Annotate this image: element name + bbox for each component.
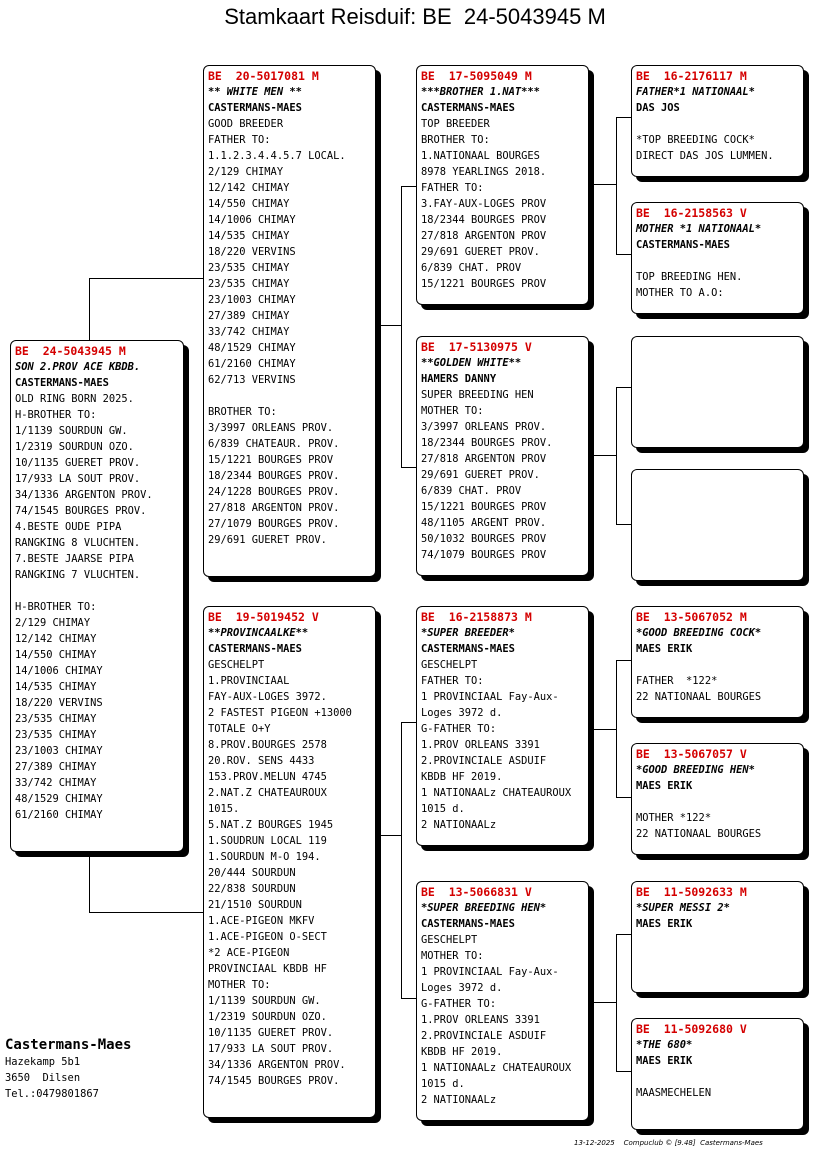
pigeon-info-line: 14/1006 CHIMAY xyxy=(15,665,103,677)
connector-line xyxy=(89,912,204,913)
pigeon-info-line: H-BROTHER TO: xyxy=(15,409,97,421)
pigeon-card-mother-mother[interactable] xyxy=(416,881,589,1121)
connector-line xyxy=(89,278,90,340)
pigeon-info-line: 2.NAT.Z CHATEAUROUX xyxy=(208,787,327,799)
pigeon-info-line: 1 NATIONAALz CHATEAUROUX xyxy=(421,1062,572,1074)
pigeon-info-line: KBDB HF 2019. xyxy=(421,771,503,783)
pigeon-info-line: 6/839 CHAT. PROV xyxy=(421,262,522,274)
pigeon-info-line: 23/1003 CHIMAY xyxy=(15,745,103,757)
pigeon-nickname: ***BROTHER 1.NAT*** xyxy=(421,86,540,98)
connector-line xyxy=(616,117,617,254)
pigeon-info-line: 61/2160 CHIMAY xyxy=(208,358,296,370)
connector-line xyxy=(616,117,632,118)
pigeon-card-fmf[interactable] xyxy=(631,336,804,448)
pigeon-info-line: DIRECT DAS JOS LUMMEN. xyxy=(636,150,774,162)
pigeon-info-line: 23/535 CHIMAY xyxy=(15,729,97,741)
pigeon-info-line: 6/839 CHATEAUR. PROV. xyxy=(208,438,340,450)
pigeon-info-line: TOTALE O+Y xyxy=(208,723,271,735)
pigeon-info-line: 27/1079 BOURGES PROV. xyxy=(208,518,340,530)
pigeon-info-line: 23/535 CHIMAY xyxy=(208,278,290,290)
pigeon-info-line: *2 ACE-PIGEON xyxy=(208,947,290,959)
pigeon-info-line: 74/1079 BOURGES PROV xyxy=(421,549,547,561)
connector-line xyxy=(616,524,632,525)
pigeon-info-line: 14/550 CHIMAY xyxy=(208,198,290,210)
pigeon-info-line: 1 NATIONAALz CHATEAUROUX xyxy=(421,787,572,799)
pigeon-info-line: 34/1336 ARGENTON PROV. xyxy=(208,1059,346,1071)
pigeon-info-line: 48/1529 CHIMAY xyxy=(15,793,103,805)
pigeon-info-line: FATHER TO: xyxy=(421,675,484,687)
pigeon-nickname: *SUPER MESSI 2* xyxy=(636,902,730,914)
pigeon-card-father-mother[interactable] xyxy=(416,336,589,576)
connector-line xyxy=(616,934,617,1071)
connector-line xyxy=(589,729,616,730)
pigeon-card-mff[interactable] xyxy=(631,606,804,718)
pigeon-info-line: 1/2319 SOURDUN OZO. xyxy=(208,1011,327,1023)
pigeon-info-line: 23/535 CHIMAY xyxy=(15,713,97,725)
pigeon-card-mother[interactable] xyxy=(203,606,376,1118)
pigeon-card-ffm[interactable] xyxy=(631,202,804,314)
pigeon-info-line: 7.BESTE JAARSE PIPA xyxy=(15,553,134,565)
connector-line xyxy=(616,934,632,935)
pigeon-nickname: *SUPER BREEDER* xyxy=(421,627,515,639)
pigeon-breeder: HAMERS DANNY xyxy=(421,373,497,385)
pigeon-info-line: 6/839 CHAT. PROV xyxy=(421,485,522,497)
pigeon-nickname: *THE 680* xyxy=(636,1039,693,1051)
pigeon-info-line: 18/220 VERVINS xyxy=(15,697,103,709)
pigeon-info-line: 1.ACE-PIGEON MKFV xyxy=(208,915,315,927)
pigeon-info-line: H-BROTHER TO: xyxy=(15,601,97,613)
pigeon-card-main[interactable] xyxy=(10,340,184,852)
pigeon-info-line: Loges 3972 d. xyxy=(421,707,503,719)
pigeon-info-line: 1.SOURDUN M-O 194. xyxy=(208,851,321,863)
pigeon-nickname: **PROVINCAALKE** xyxy=(208,627,309,639)
pigeon-info-line: 12/142 CHIMAY xyxy=(15,633,97,645)
connector-line xyxy=(401,186,402,467)
ring-number: BE 20-5017081 M xyxy=(208,69,319,83)
pigeon-nickname: FATHER*1 NATIONAAL* xyxy=(636,86,755,98)
pigeon-breeder: CASTERMANS-MAES xyxy=(208,643,302,655)
pigeon-info-line: 1015. xyxy=(208,803,240,815)
owner-phone: Tel.:0479801867 xyxy=(5,1088,99,1100)
ring-number: BE 13-5066831 V xyxy=(421,885,532,899)
pigeon-breeder: DAS JOS xyxy=(636,102,680,114)
connector-line xyxy=(401,186,417,187)
pigeon-info-line: SUPER BREEDING HEN xyxy=(421,389,534,401)
pigeon-info-line: 20.ROV. SENS 4433 xyxy=(208,755,315,767)
pigeon-info-line xyxy=(15,583,179,599)
pigeon-info-line: 27/389 CHIMAY xyxy=(15,761,97,773)
pigeon-info-line: 14/550 CHIMAY xyxy=(15,649,97,661)
pigeon-info-line: 15/1221 BOURGES PROV xyxy=(421,501,547,513)
pigeon-info-line: 1/1139 SOURDUN GW. xyxy=(208,995,321,1007)
pigeon-nickname: *GOOD BREEDING HEN* xyxy=(636,764,755,776)
pigeon-info-line: MOTHER TO A.O: xyxy=(636,287,724,299)
pigeon-nickname: MOTHER *1 NATIONAAL* xyxy=(636,223,762,235)
pigeon-info-line: FATHER TO: xyxy=(421,182,484,194)
pigeon-info-line: MOTHER *122* xyxy=(636,812,712,824)
pigeon-info-line: 2/129 CHIMAY xyxy=(208,166,284,178)
pigeon-card-fff[interactable] xyxy=(631,65,804,177)
pigeon-info-line: 27/818 ARGENTON PROV xyxy=(421,230,547,242)
pigeon-info-line: PROVINCIAAL KBDB HF xyxy=(208,963,327,975)
connector-line xyxy=(616,254,632,255)
pigeon-info-line xyxy=(636,657,799,673)
ring-number: BE 16-2176117 M xyxy=(636,69,747,83)
pigeon-card-fmm[interactable] xyxy=(631,469,804,581)
pigeon-info-line: 3/3997 ORLEANS PROV. xyxy=(208,422,334,434)
ring-number: BE 13-5067052 M xyxy=(636,610,747,624)
pigeon-info-line: 153.PROV.MELUN 4745 xyxy=(208,771,327,783)
connector-line xyxy=(376,325,401,326)
pigeon-breeder: CASTERMANS-MAES xyxy=(421,643,515,655)
pigeon-info-line: 14/535 CHIMAY xyxy=(15,681,97,693)
pigeon-info-line: 14/535 CHIMAY xyxy=(208,230,290,242)
pigeon-breeder: CASTERMANS-MAES xyxy=(421,918,515,930)
pigeon-info-line: 3.FAY-AUX-LOGES PROV xyxy=(421,198,547,210)
pigeon-info-line: GESCHELPT xyxy=(421,659,478,671)
pigeon-info-line: 18/220 VERVINS xyxy=(208,246,296,258)
pigeon-info-line: 12/142 CHIMAY xyxy=(208,182,290,194)
connector-line xyxy=(401,722,417,723)
pigeon-card-father-father[interactable] xyxy=(416,65,589,305)
pigeon-info-line: 1 PROVINCIAAL Fay-Aux- xyxy=(421,966,559,978)
pigeon-info-line: 1.SOUDRUN LOCAL 119 xyxy=(208,835,327,847)
pigeon-info-line: MOTHER TO: xyxy=(421,405,484,417)
pigeon-info-line: 22 NATIONAAL BOURGES xyxy=(636,691,762,703)
pigeon-info-line: 1.PROV ORLEANS 3391 xyxy=(421,1014,540,1026)
pigeon-info-line: 24/1228 BOURGES PROV. xyxy=(208,486,340,498)
pigeon-info-line: 1.PROVINCIAAL xyxy=(208,675,290,687)
ring-number: BE 11-5092633 M xyxy=(636,885,747,899)
pigeon-info-line: 2 FASTEST PIGEON +13000 xyxy=(208,707,352,719)
pigeon-info-line xyxy=(208,388,371,404)
pigeon-info-line: 1/1139 SOURDUN GW. xyxy=(15,425,128,437)
pigeon-card-mmm[interactable] xyxy=(631,1018,804,1130)
pigeon-breeder: CASTERMANS-MAES xyxy=(15,377,109,389)
pigeon-nickname: *GOOD BREEDING COCK* xyxy=(636,627,762,639)
pigeon-info-line: *TOP BREEDING COCK* xyxy=(636,134,755,146)
pigeon-info-line: 8978 YEARLINGS 2018. xyxy=(421,166,547,178)
pigeon-info-line: 48/1105 ARGENT PROV. xyxy=(421,517,547,529)
page-title: Stamkaart Reisduif: BE 24-5043945 M xyxy=(224,4,606,29)
pigeon-info-line: 15/1221 BOURGES PROV xyxy=(208,454,334,466)
pigeon-info-line: 21/1510 SOURDUN xyxy=(208,899,302,911)
connector-line xyxy=(89,856,90,912)
pigeon-info-line: 18/2344 BOURGES PROV. xyxy=(208,470,340,482)
pigeon-breeder: CASTERMANS-MAES xyxy=(636,239,730,251)
owner-address: Hazekamp 5b1 xyxy=(5,1056,81,1068)
pigeon-info-line: 2.PROVINCIALE ASDUIF xyxy=(421,1030,547,1042)
pigeon-info-line: 1.1.2.3.4.4.5.7 LOCAL. xyxy=(208,150,346,162)
owner-info xyxy=(5,1036,131,1102)
pigeon-info-line: MAASMECHELEN xyxy=(636,1087,712,1099)
connector-line xyxy=(616,387,617,524)
ring-number: BE 11-5092680 V xyxy=(636,1022,747,1036)
pigeon-card-father[interactable] xyxy=(203,65,376,577)
pigeon-info-line: 1 PROVINCIAAL Fay-Aux- xyxy=(421,691,559,703)
pigeon-info-line: 10/1135 GUERET PROV. xyxy=(15,457,141,469)
pigeon-info-line: FAY-AUX-LOGES 3972. xyxy=(208,691,327,703)
connector-line xyxy=(589,1002,616,1003)
pigeon-info-line: 34/1336 ARGENTON PROV. xyxy=(15,489,153,501)
pigeon-info-line: 62/713 VERVINS xyxy=(208,374,296,386)
connector-line xyxy=(616,1071,632,1072)
pigeon-nickname: ** WHITE MEN ** xyxy=(208,86,302,98)
pigeon-info-line: 27/818 ARGENTON PROV xyxy=(421,453,547,465)
pigeon-info-line: BROTHER TO: xyxy=(421,134,490,146)
pigeon-info-line: BROTHER TO: xyxy=(208,406,277,418)
pigeon-card-mfm[interactable] xyxy=(631,743,804,855)
pigeon-info-line: TOP BREEDING HEN. xyxy=(636,271,743,283)
pigeon-card-mmf[interactable] xyxy=(631,881,804,993)
pigeon-info-line: 1.ACE-PIGEON O-SECT xyxy=(208,931,327,943)
pigeon-info-line: 29/691 GUERET PROV. xyxy=(208,534,327,546)
pigeon-info-line: KBDB HF 2019. xyxy=(421,1046,503,1058)
pigeon-card-mother-father[interactable] xyxy=(416,606,589,846)
ring-number: BE 24-5043945 M xyxy=(15,344,126,358)
connector-line xyxy=(401,467,417,468)
ring-number: BE 17-5130975 V xyxy=(421,340,532,354)
pigeon-nickname: SON 2.PROV ACE KBDB. xyxy=(15,361,141,373)
pigeon-info-line: 50/1032 BOURGES PROV xyxy=(421,533,547,545)
pigeon-info-line: GESCHELPT xyxy=(208,659,265,671)
connector-line xyxy=(589,455,616,456)
connector-line xyxy=(616,660,617,797)
pigeon-info-line: 29/691 GUERET PROV. xyxy=(421,469,540,481)
pigeon-info-line: G-FATHER TO: xyxy=(421,723,497,735)
pigeon-breeder: MAES ERIK xyxy=(636,643,693,655)
pigeon-info-line: 48/1529 CHIMAY xyxy=(208,342,296,354)
pigeon-info-line xyxy=(636,794,799,810)
pigeon-info-line: MOTHER TO: xyxy=(421,950,484,962)
pigeon-breeder: CASTERMANS-MAES xyxy=(208,102,302,114)
pigeon-info-line: 4.BESTE OUDE PIPA xyxy=(15,521,122,533)
pigeon-info-line: MOTHER TO: xyxy=(208,979,271,991)
pigeon-info-line: 18/2344 BOURGES PROV xyxy=(421,214,547,226)
pigeon-breeder: CASTERMANS-MAES xyxy=(421,102,515,114)
pigeon-info-line: 1.NATIONAAL BOURGES xyxy=(421,150,540,162)
ring-number: BE 16-2158563 V xyxy=(636,206,747,220)
connector-line xyxy=(616,387,632,388)
pigeon-info-line: 1/2319 SOURDUN OZO. xyxy=(15,441,134,453)
pigeon-info-line: Loges 3972 d. xyxy=(421,982,503,994)
pigeon-info-line: 10/1135 GUERET PROV. xyxy=(208,1027,334,1039)
pigeon-info-line: 17/933 LA SOUT PROV. xyxy=(15,473,141,485)
pigeon-info-line: 27/389 CHIMAY xyxy=(208,310,290,322)
pigeon-info-line: RANGKING 8 VLUCHTEN. xyxy=(15,537,141,549)
connector-line xyxy=(401,998,417,999)
pigeon-info-line xyxy=(636,253,799,269)
pigeon-info-line: 74/1545 BOURGES PROV. xyxy=(208,1075,340,1087)
pigeon-info-line: 23/535 CHIMAY xyxy=(208,262,290,274)
pigeon-info-line: 61/2160 CHIMAY xyxy=(15,809,103,821)
pigeon-info-line: FATHER TO: xyxy=(208,134,271,146)
connector-line xyxy=(616,660,632,661)
pigeon-info-line: 22/838 SOURDUN xyxy=(208,883,296,895)
pigeon-info-line: TOP BREEDER xyxy=(421,118,490,130)
pigeon-info-line: 8.PROV.BOURGES 2578 xyxy=(208,739,327,751)
owner-city: 3650 Dilsen xyxy=(5,1072,81,1084)
pigeon-info-line: 20/444 SOURDUN xyxy=(208,867,296,879)
connector-line xyxy=(616,797,632,798)
pigeon-info-line: OLD RING BORN 2025. xyxy=(15,393,134,405)
pigeon-info-line: 23/1003 CHIMAY xyxy=(208,294,296,306)
connector-line xyxy=(89,278,204,279)
pigeon-info-line: GOOD BREEDER xyxy=(208,118,284,130)
ring-number: BE 13-5067057 V xyxy=(636,747,747,761)
connector-line xyxy=(401,722,402,998)
pigeon-info-line: 2 NATIONAALz xyxy=(421,819,497,831)
ring-number: BE 17-5095049 M xyxy=(421,69,532,83)
pigeon-breeder: MAES ERIK xyxy=(636,1055,693,1067)
pigeon-info-line: 1015 d. xyxy=(421,803,465,815)
pigeon-info-line: 1015 d. xyxy=(421,1078,465,1090)
pigeon-info-line: 17/933 LA SOUT PROV. xyxy=(208,1043,334,1055)
pigeon-info-line: 2 NATIONAALz xyxy=(421,1094,497,1106)
pigeon-info-line: 3/3997 ORLEANS PROV. xyxy=(421,421,547,433)
pigeon-info-line: 29/691 GUERET PROV. xyxy=(421,246,540,258)
ring-number: BE 16-2158873 M xyxy=(421,610,532,624)
connector-line xyxy=(589,184,616,185)
pigeon-nickname: *SUPER BREEDING HEN* xyxy=(421,902,547,914)
pigeon-info-line: 2.PROVINCIALE ASDUIF xyxy=(421,755,547,767)
pigeon-info-line: 22 NATIONAAL BOURGES xyxy=(636,828,762,840)
pigeon-info-line xyxy=(636,1069,799,1085)
ring-number: BE 19-5019452 V xyxy=(208,610,319,624)
pigeon-info-line: 74/1545 BOURGES PROV. xyxy=(15,505,147,517)
pigeon-info-line: 2/129 CHIMAY xyxy=(15,617,91,629)
pigeon-info-line: 33/742 CHIMAY xyxy=(15,777,97,789)
pigeon-info-line: 27/818 ARGENTON PROV. xyxy=(208,502,340,514)
pigeon-breeder: MAES ERIK xyxy=(636,918,693,930)
pigeon-info-line: RANGKING 7 VLUCHTEN. xyxy=(15,569,141,581)
pigeon-info-line: 33/742 CHIMAY xyxy=(208,326,290,338)
pigeon-info-line: 15/1221 BOURGES PROV xyxy=(421,278,547,290)
owner-name: Castermans-Maes xyxy=(5,1037,132,1053)
pigeon-info-line: 18/2344 BOURGES PROV. xyxy=(421,437,553,449)
pigeon-info-line: 5.NAT.Z BOURGES 1945 xyxy=(208,819,334,831)
pigeon-info-line: 1.PROV ORLEANS 3391 xyxy=(421,739,540,751)
pigeon-info-line: FATHER *122* xyxy=(636,675,718,687)
pigeon-info-line: 14/1006 CHIMAY xyxy=(208,214,296,226)
connector-line xyxy=(376,835,401,836)
footer-credits: 13-12-2025 Compuclub © [9.48] Castermans-Maes xyxy=(574,1139,763,1147)
pigeon-breeder: MAES ERIK xyxy=(636,780,693,792)
pigeon-info-line: GESCHELPT xyxy=(421,934,478,946)
pigeon-nickname: **GOLDEN WHITE** xyxy=(421,357,522,369)
pigeon-info-line xyxy=(636,116,799,132)
pigeon-info-line: G-FATHER TO: xyxy=(421,998,497,1010)
